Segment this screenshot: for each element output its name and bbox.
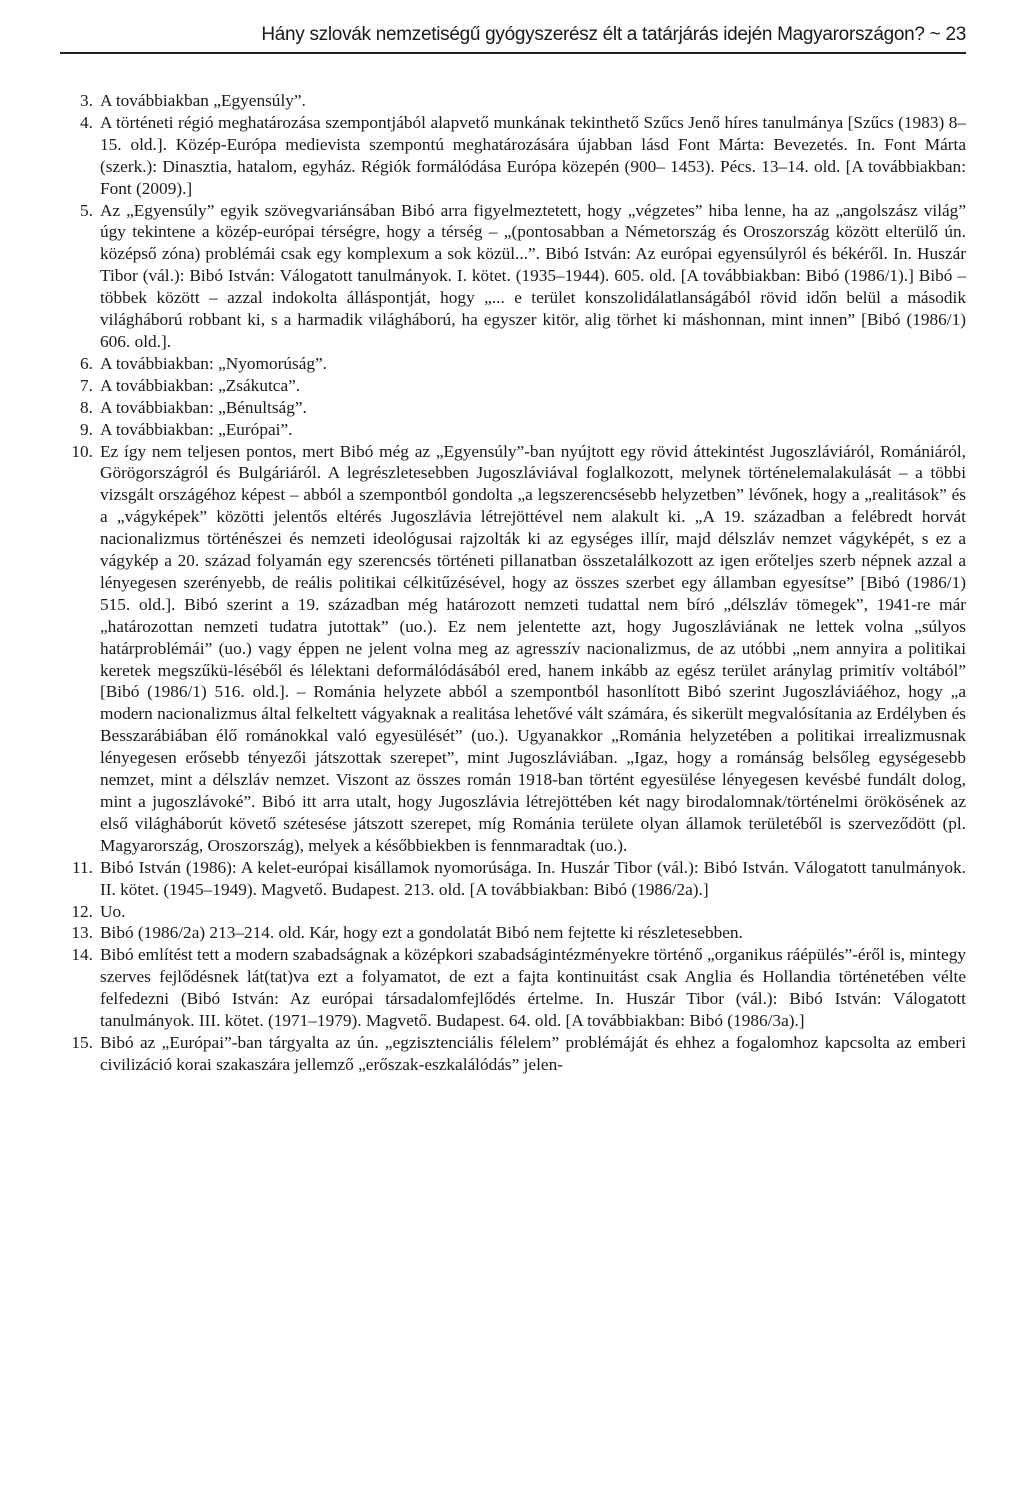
note-15	[60, 1032, 966, 1076]
note-text: A továbbiakban „Egyensúly”.	[100, 91, 306, 110]
note-text: Bibó (1986/2a) 213–214. old. Kár, hogy ezt a gondolatát Bibó nem fejtette ki részletesebben.	[100, 923, 743, 943]
note-11	[60, 857, 966, 901]
note-text: Az „Egyensúly” egyik szövegvariánsában Bibó arra figyelmeztetett, hogy „végzetes” hiba lenne, ha az „angolszász világ” úgy tekintene a közép-európai térségre, hogy a térség – „(pontosabban a Németország és Oroszország között elterülő ún. középső zóna) problémái csak egy komplexum a sok közül...”. Bibó István: Az európai egyensúlyról és békéről. In. Huszár Tibor (vál.): Bibó István: Válogatott tanulmányok. I. kötet. (1935–1944). 605. old. [A továbbiakban: Bibó (1986/1).] Bibó – többek között – azzal indokolta álláspontját, hogy „... e terület konszolidálatlanságából rövid időn belül a második világháború robbant ki, s a harmadik világháború, ha egyszer kitör, alig törhet ki máshonnan, mint innen” [Bibó (1986/1) 606. old.].	[100, 200, 966, 351]
note-8	[60, 397, 966, 419]
note-text: Bibó István (1986): A kelet-európai kisállamok nyomorúsága. In. Huszár Tibor (vál.): Bibó István. Válogatott tanulmányok. II. kötet. (1945–1949). Magvető. Budapest. 213. old. [A továbbiakban: Bibó (1986/2a).]	[100, 857, 966, 899]
note-4	[60, 112, 966, 200]
note-number: 11.	[72, 857, 93, 877]
note-number: 12.	[71, 901, 93, 921]
endnotes-list	[60, 90, 966, 1076]
note-text: A továbbiakban: „Európai”.	[100, 419, 293, 439]
note-14	[60, 944, 966, 1032]
note-5	[60, 200, 966, 353]
note-number: 4.	[80, 112, 93, 132]
note-number: 8.	[80, 397, 93, 417]
note-3	[60, 90, 966, 112]
note-text: Bibó említést tett a modern szabadságnak a középkori szabadságintézményekre történő „organikus ráépülés”-éről is, mintegy szerves fejlődésnek lát(tat)va ezt a folyamatot, de ezt a fajta kontinuitást csak Anglia és Hollandia történetében vélte felfedezni (Bibó István: Az európai társadalomfejlődés értelme. In. Huszár Tibor (vál.): Bibó István: Válogatott tanulmányok. III. kötet. (1971–1979). Magvető. Budapest. 64. old. [A továbbiakban: Bibó (1986/3a).]	[100, 945, 966, 1031]
note-12	[60, 901, 966, 923]
note-number: 10.	[71, 441, 93, 461]
note-9	[60, 419, 966, 441]
note-text: Ez így nem teljesen pontos, mert Bibó még az „Egyensúly”-ban nyújtott egy rövid áttekintést Jugoszláviáról, Romániáról, Görögországról és Bulgáriáról. A legrészletesebben Jugoszláviával foglalkozott, melynek történelemalakulását – a többi vizsgált országéhoz képest – abból a szempontból gondolta „a legszerencsésebb helyzetben” lévőnek, hogy a „realitások” és a „vágyképek” közötti jelentős eltérés Jugoszlávia létrejöttével nem alakult ki. „A 19. században a felébredt horvát nacionalizmus történészei és nemzeti ideológusai rajzolták ki az egységes illír, majd délszláv nemzet vágyképét, s ez a vágykép a 20. század folyamán egy szerencsés történeti pillanatban összetalálkozott az igen erőteljes szerb népnek azzal a lényegesen szerényebb, de reális politikai célkitűzésével, hogy az összes szerbet egy államban egyesítse” [Bibó (1986/1) 515. old.]. Bibó szerint a 19. században még határozott nemzeti tudattal nem bíró „délszláv tömegek”, 1941-re már „határozottan nemzeti tudatra jutottak” (uo.). Ez nem jelentette azt, hogy Jugoszláviának ne lettek volna „súlyos határproblémái” (uo.) vagy éppen ne jelent volna meg az agresszív nacionalizmus, de az utóbbi „nem annyira a politikai keretek megszűkü-léséből és lélektani deformálódásából ered, hanem inkább az egész terület aránylag primitív voltából” [Bibó (1986/1) 516. old.]. – Románia helyzete abból a szempontból hasonlított Bibó szerint Jugoszláviáéhoz, hogy „a modern nacionalizmus által felkeltett vágyaknak a realitása lehetővé vált számára, és sikerült megvalósítania az Erdélyben és Besszarábiában élő románokkal való egyesülését” (uo.). Ugyanakkor „Románia helyzetében a politikai irrealizmusnak lényegesen erősebb tényezői játszottak szerepet”, mint Jugoszláviában. „Igaz, hogy a románság belsőleg egységesebb nemzet, mint a délszláv nemzet. Viszont az összes román 1918-ban történt egyesülése lényegesen kevésbé fundált dolog, mint a jugoszlávoké”. Bibó itt arra utalt, hogy Jugoszlávia létrejöttében két nagy birodalomnak/történelmi örökösének az első világháborút követő szétesése játszott szerepet, míg Románia területe olyan államok területéből is szerveződött (pl. Magyarország, Oroszország), melyek a későbbiekben is fennmaradtak (uo.).	[100, 441, 966, 855]
running-header	[60, 18, 966, 54]
note-text: Bibó az „Európai”-ban tárgyalta az ún. „egzisztenciális félelem” problémáját és ehhez a fogalomhoz kapcsolta az emberi civilizáció korai szakaszára jellemző „erőszak-eszkalálódás” jelen-	[100, 1032, 966, 1074]
note-text: Uo.	[100, 901, 126, 921]
note-number: 6.	[80, 353, 93, 373]
note-number: 5.	[80, 200, 93, 220]
header-title: Hány szlovák nemzetiségű gyógyszerész élt a tatárjárás idején Magyarországon? ~ 23	[261, 24, 966, 45]
note-text: A továbbiakban: „Bénultság”.	[100, 397, 307, 417]
note-text: A történeti régió meghatározása szempontjából alapvető munkának tekinthető Szűcs Jenő híres tanulmánya [Szűcs (1983) 8–15. old.]. Közép-Európa medievista szempontú meghatározására újabban lásd Font Márta: Bevezetés. In. Font Márta (szerk.): Dinasztia, hatalom, egyház. Régiók formálódása Európa közepén (900– 1453). Pécs. 13–14. old. [A továbbiakban: Font (2009).]	[100, 112, 966, 198]
note-text: A továbbiakban: „Zsákutca”.	[100, 375, 301, 395]
note-13	[60, 922, 966, 944]
note-number: 14.	[71, 945, 93, 965]
note-text: A továbbiakban: „Nyomorúság”.	[100, 353, 328, 373]
note-number: 9.	[80, 419, 93, 439]
note-number: 13.	[71, 923, 93, 943]
note-6	[60, 353, 966, 375]
note-number: 7.	[80, 375, 93, 395]
note-number: 3.	[80, 91, 93, 110]
note-number: 15.	[71, 1032, 93, 1052]
note-10	[60, 441, 966, 857]
note-7	[60, 375, 966, 397]
